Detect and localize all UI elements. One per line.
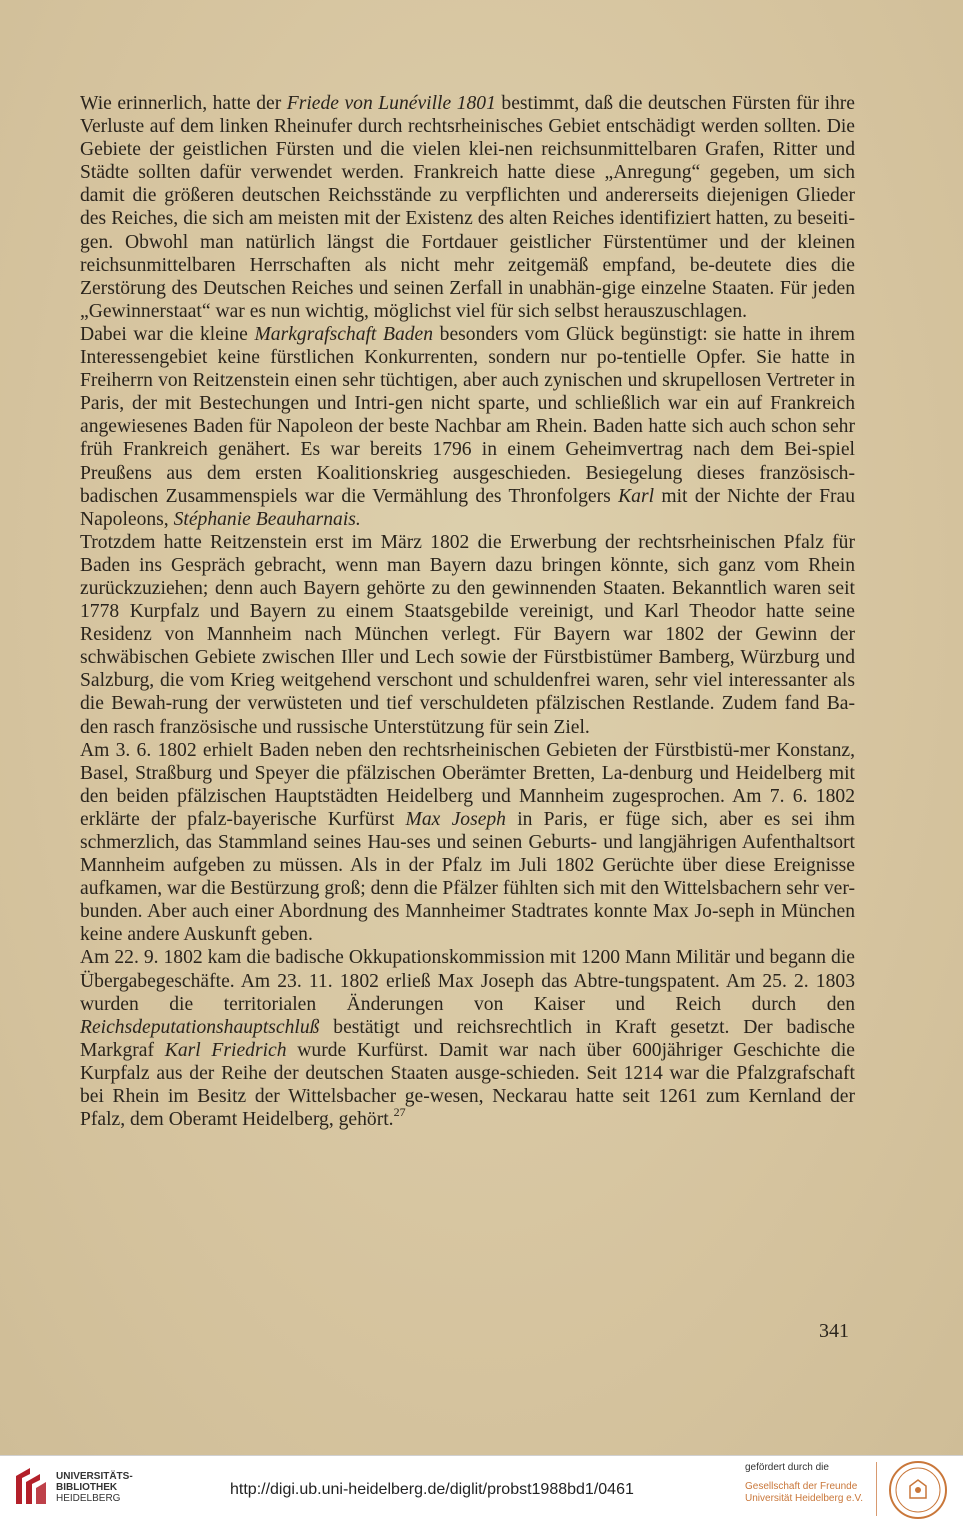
italic-text: Max Joseph bbox=[405, 808, 506, 830]
text-run: besonders vom Glück begünstigt: sie hatte in ihrem Interessengebiet keine fürstlichen Konkurrenten, sondern nur po-tentielle Opfer. Sie hatte in Freiherrn von Reitzenstein einen sehr tüchtigen, aber auch zynischen und skrupellosen Vertreter in Paris, der mit Bestechungen und Intri-gen nicht sparte, und schließlich war ein auf Frankreich angewiesenes Baden für Napoleon der beste Nachbar am Rhein. Baden hatte sich auch schon sehr früh Frankreich genähert. Es war bereits 1796 in einem Geheimvertrag nach dem Bei-spiel Preußens aus dem ersten Koalitionskrieg ausgeschieden. Besiegelung dieses französisch-badischen Zusammenspiels war die Vermählung des Thronfolgers bbox=[80, 323, 855, 507]
library-line-2: BIBLIOTHEK bbox=[56, 1482, 118, 1493]
body-text bbox=[80, 92, 855, 1131]
text-run: wurde Kurfürst. Damit war nach über 600jähriger Geschichte die Kurpfalz aus der Reihe der deutschen Staaten ausge-schieden. Seit 1214 war die Pfalzgrafschaft bei Rhein im Besitz der Wittelsbacher ge-wesen, Neckarau hatte seit 1261 zum Kernland der Pfalz, dem Oberamt Heidelberg, gehört. bbox=[80, 1039, 855, 1131]
text-run: Am 22. 9. 1802 kam die badische Okkupationskommission mit 1200 Mann Militär und begann die Übergabegeschäfte. Am 23. 11. 1802 erließ Max Joseph das Abtre-tungspatent. Am 25. 2. 1803 wurden die territorialen Änderungen von Kaiser und Reich durch den bbox=[80, 947, 855, 1015]
sponsor-label: gefördert durch die bbox=[745, 1462, 829, 1473]
library-line-3: HEIDELBERG bbox=[56, 1493, 121, 1504]
paragraph bbox=[80, 92, 855, 323]
paragraph bbox=[80, 739, 855, 947]
text-run: bestimmt, daß die deutschen Fürsten für ihre Verluste auf dem linken Rheinufer durch rechtsrheinisches Gebiet entschädigt werden sollten. Die Gebiete der geistlichen Fürsten und die vielen klei-nen reichsunmittelbaren Grafen, Ritter und Städte sollten dafür verwendet werden. Frankreich hatte diese „Anregung“ gegeben, um sich damit die größeren deutschen Reichsstände zu verpflichten und andererseits diejenigen Glieder des Reiches, die sich am meisten mit der Existenz des alten Reiches identifiziert hatten, zu beseiti-gen. Obwohl man natürlich längst die Fortdauer geistlicher Fürstentümer und der kleinen reichsunmittelbaren Herrschaften als nicht mehr zeitgemäß empfand, be-deutete dies die Zerstörung des Deutschen Reiches und seinen Zerfall in unabhän-gige einzelne Staaten. Für jeden „Gewinnerstaat“ war es nun wichtig, möglichst viel für sich selbst herauszuschlagen. bbox=[80, 93, 855, 322]
sponsor-block[interactable] bbox=[745, 1462, 875, 1505]
italic-text: Markgrafschaft Baden bbox=[254, 323, 434, 345]
italic-text: Stéphanie Beauharnais. bbox=[173, 508, 361, 530]
viewer-footer bbox=[0, 1455, 963, 1524]
university-library-logo-icon[interactable] bbox=[10, 1464, 50, 1508]
footer-divider bbox=[876, 1462, 877, 1516]
paragraph bbox=[80, 946, 855, 1131]
paragraph bbox=[80, 531, 855, 739]
text-run: bestätigt und reichsrechtlich in Kraft gesetzt. Der badische Markgraf bbox=[80, 1016, 855, 1061]
paragraph bbox=[80, 323, 855, 531]
permalink-url[interactable]: http://digi.ub.uni-heidelberg.de/diglit/probst1988bd1/0461 bbox=[230, 1481, 634, 1498]
text-run: Dabei war die kleine bbox=[80, 323, 255, 345]
sponsor-name-line-2: Universität Heidelberg e.V. bbox=[745, 1493, 864, 1504]
university-seal-icon[interactable] bbox=[888, 1460, 948, 1520]
footnote-marker: 27 bbox=[393, 1104, 406, 1119]
page-number: 341 bbox=[819, 1320, 849, 1342]
text-run: Trotzdem hatte Reitzenstein erst im März 1802 die Erwerbung der rechtsrheinischen Pfalz für Baden ins Gespräch gebracht, wenn man Bayern dazu bringen könnte, sich ganz vom Rhein zurückzuziehen; denn auch Bayern gehörte zu den gewinnenden Staaten. Bekanntlich waren seit 1778 Kurpfalz und Bayern zu einem Staatsgebilde vereinigt, und Karl Theodor hatte seine Residenz von Mannheim nach München verlegt. Für Bayern war 1802 der Gewinn der schwäbischen Gebiete zwischen Iller und Lech sowie der Fürstbistümer Bamberg, Würzburg und Salzburg, die vom Krieg weitgehend verschont und schuldenfrei waren, sehr viel interessanter als die Bewah-rung der verwüsteten und tief verschuldeten pfälzischen Restlande. Zudem fand Ba-den rasch französische und russische Unterstützung für sein Ziel. bbox=[80, 531, 855, 738]
italic-text: Reichsdeputationshauptschluß bbox=[80, 1016, 320, 1038]
italic-text: Friede von Lunéville 1801 bbox=[286, 93, 496, 114]
university-library-name[interactable] bbox=[56, 1471, 133, 1504]
text-run: Wie erinnerlich, hatte der bbox=[80, 93, 287, 114]
text-run: Am 3. 6. 1802 erhielt Baden neben den rechtsrheinischen Gebieten der Fürstbistü-mer Konstanz, Basel, Straßburg und Speyer die pfälzischen Oberämter Bretten, La-denburg und Heidelberg mit den beiden pfälzischen Hauptstädten Heidelberg und Mannheim zugesprochen. Am 7. 6. 1802 erklärte der pfalz-bayerische Kurfürst bbox=[80, 739, 855, 830]
italic-text: Karl Friedrich bbox=[164, 1039, 287, 1061]
italic-text: Karl bbox=[618, 485, 655, 507]
text-run: in Paris, er füge sich, aber es sei ihm schmerzlich, das Stammland seines Hau-ses und seinen Geburts- und langjährigen Aufenthaltsort Mannheim aufgeben zu müssen. Als in der Pfalz im Juli 1802 Gerüchte über diese Ereignisse aufkamen, war die Bestürzung groß; denn die Pfälzer fühlten sich mit den Wittelsbachern sehr ver-bunden. Aber auch einer Abordnung des Mannheimer Stadtrates konnte Max Jo-seph in München keine andere Auskunft geben. bbox=[80, 808, 856, 946]
library-line-1: UNIVERSITÄTS- bbox=[56, 1471, 133, 1482]
text-run: mit der Nichte der Frau Napoleons, bbox=[80, 485, 855, 530]
sponsor-name-line-1: Gesellschaft der Freunde bbox=[745, 1481, 858, 1492]
